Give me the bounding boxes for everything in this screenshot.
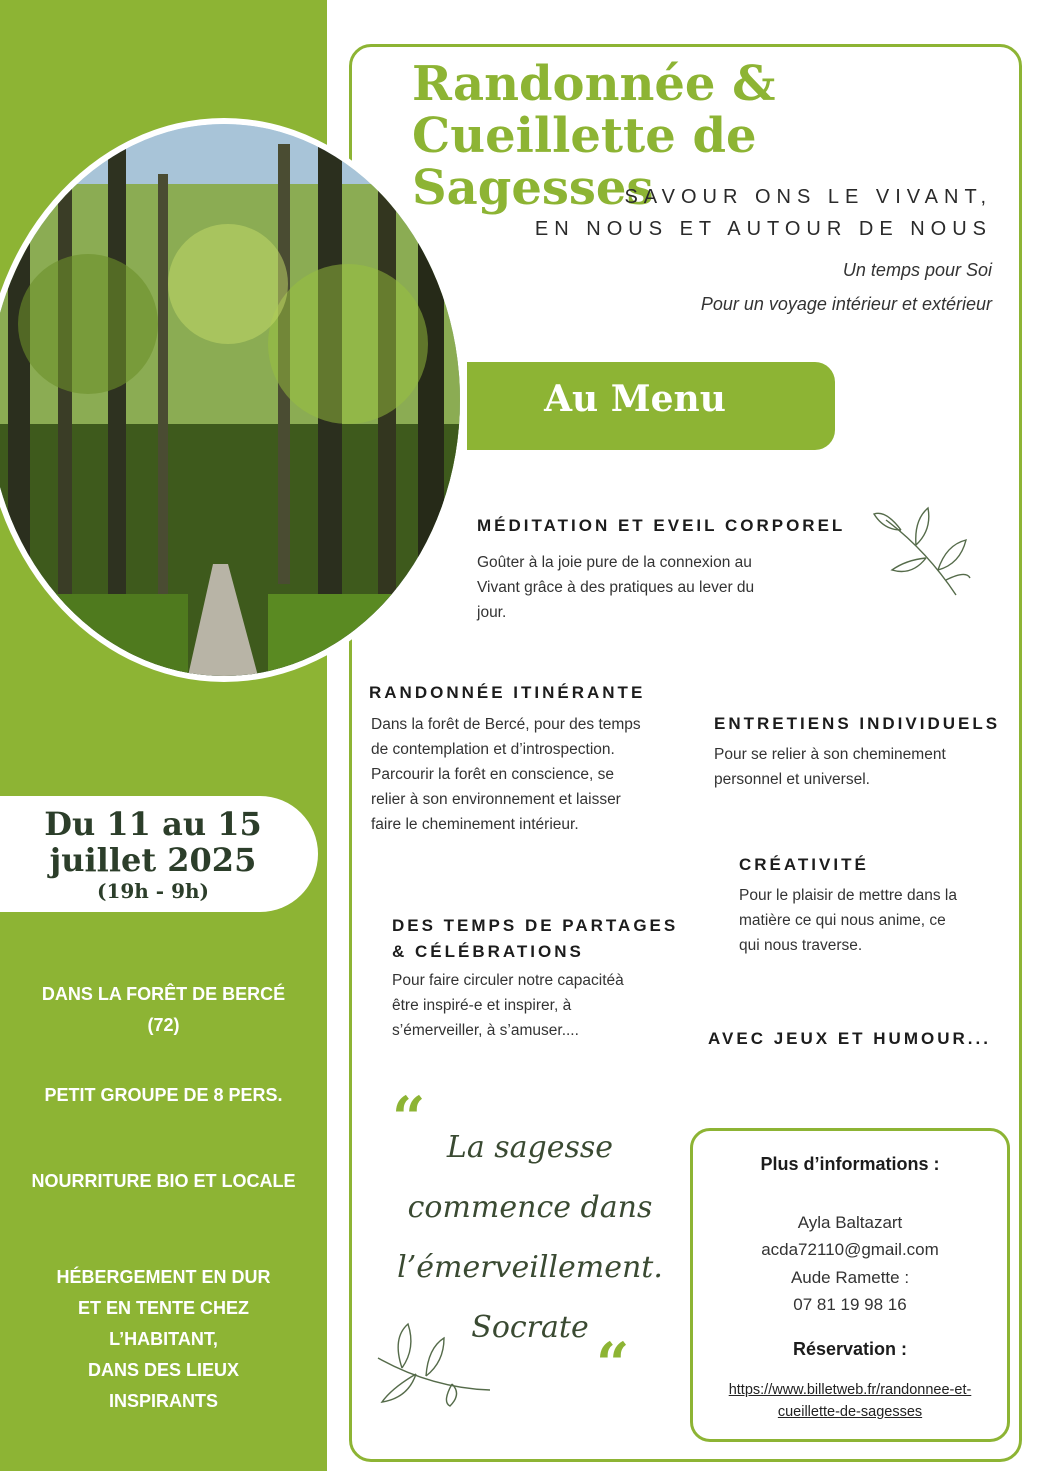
booking-heading: Réservation : — [792, 1339, 908, 1359]
text-line: qui nous traverse. — [739, 937, 863, 954]
section-title-jeux: AVEC JEUX ET HUMOUR... — [708, 1029, 991, 1048]
section-text-entretiens — [714, 742, 946, 792]
section-text-randonnee — [371, 712, 641, 837]
text-line: relier à son environnement et laisser — [371, 791, 621, 808]
tagline-line-2: EN NOUS ET AUTOUR DE NOUS — [534, 218, 992, 240]
text-line: Pour le plaisir de mettre dans la — [739, 887, 957, 904]
section-title-randonnee: RANDONNÉE ITINÉRANTE — [369, 683, 646, 702]
contact-phone: 07 81 19 98 16 — [793, 1295, 907, 1314]
text-line: être inspiré-e et inspirer, à — [392, 997, 572, 1014]
contact-name-2: Aude Ramette : — [790, 1268, 910, 1287]
title-line: & CÉLÉBRATIONS — [392, 942, 584, 961]
section-text-partages — [392, 968, 624, 1043]
detail-location — [0, 979, 327, 1041]
booking-link[interactable] — [690, 1379, 1010, 1423]
quote-line-1: La sagesse — [446, 1130, 614, 1165]
section-text-meditation — [477, 550, 754, 625]
text-line: s’émerveiller, à s’amuser.... — [392, 1022, 579, 1039]
link-line[interactable]: https://www.billetweb.fr/randonnee-et- — [728, 1382, 972, 1398]
forest-photo — [0, 118, 466, 682]
quote-open-mark: “ — [392, 1084, 426, 1152]
text-line: Goûter à la joie pure de la connexion au — [477, 554, 752, 571]
quote-line-3: l’émerveillement. — [397, 1250, 663, 1285]
text-line: Parcourir la forêt en conscience, se — [371, 766, 614, 783]
detail-line: DANS LA FORÊT DE BERCÉ — [41, 984, 286, 1004]
text-line: Pour faire circuler notre capacitéà — [392, 972, 624, 989]
detail-line: (72) — [147, 1015, 180, 1035]
date-line-1: Du 11 au 15 — [44, 805, 262, 843]
contact-email[interactable]: acda72110@gmail.com — [761, 1240, 939, 1259]
date-line-2: juillet 2025 — [49, 841, 257, 879]
quote-line-2: commence dans — [407, 1190, 653, 1225]
info-heading: Plus d’informations : — [760, 1154, 940, 1174]
quote-close-mark: “ — [596, 1330, 630, 1398]
title-line: DES TEMPS DE PARTAGES — [392, 916, 679, 935]
detail-line: HÉBERGEMENT EN DUR — [56, 1267, 271, 1287]
text-line: Vivant grâce à des pratiques au lever du — [477, 579, 755, 596]
detail-group: PETIT GROUPE DE 8 PERS. — [44, 1085, 283, 1105]
subtitle-line-1: Un temps pour Soi — [842, 260, 992, 280]
text-line: jour. — [477, 604, 507, 621]
text-line: matière ce qui nous anime, ce — [739, 912, 946, 929]
forest-illustration — [0, 124, 460, 676]
detail-line: DANS DES LIEUX — [87, 1360, 240, 1380]
section-title-entretiens: ENTRETIENS INDIVIDUELS — [714, 714, 1001, 733]
section-title-meditation: MÉDITATION ET EVEIL CORPOREL — [477, 516, 846, 535]
text-line: Pour se relier à son cheminement — [714, 746, 946, 763]
text-line: Dans la forêt de Bercé, pour des temps — [371, 716, 641, 733]
section-text-creativite — [739, 883, 957, 958]
detail-line: L’HABITANT, — [109, 1329, 218, 1349]
title-line-2: Cueillette de Sagesses — [412, 108, 757, 216]
section-title-partages — [392, 913, 678, 965]
menu-label: Au Menu — [544, 378, 726, 420]
text-line: personnel et universel. — [714, 771, 870, 788]
detail-lodging — [0, 1262, 327, 1417]
date-hours: (19h - 9h) — [97, 879, 209, 903]
subtitle-line-2: Pour un voyage intérieur et extérieur — [700, 294, 992, 314]
text-line: de contemplation et d’introspection. — [371, 741, 615, 758]
leaf-branch-icon — [866, 500, 976, 600]
detail-food: NOURRITURE BIO ET LOCALE — [31, 1171, 296, 1191]
link-line[interactable]: cueillette-de-sagesses — [777, 1404, 923, 1420]
quote-author: Socrate — [471, 1310, 589, 1345]
detail-line: INSPIRANTS — [108, 1391, 218, 1411]
tagline-line-1: SAVOUR ONS LE VIVANT, — [624, 186, 992, 208]
text-line: faire le cheminement intérieur. — [371, 816, 579, 833]
title-line-1: Randonnée & — [412, 56, 776, 112]
detail-line: ET EN TENTE CHEZ — [77, 1298, 249, 1318]
section-title-creativite: CRÉATIVITÉ — [739, 855, 869, 874]
contact-name-1: Ayla Baltazart — [797, 1213, 903, 1232]
